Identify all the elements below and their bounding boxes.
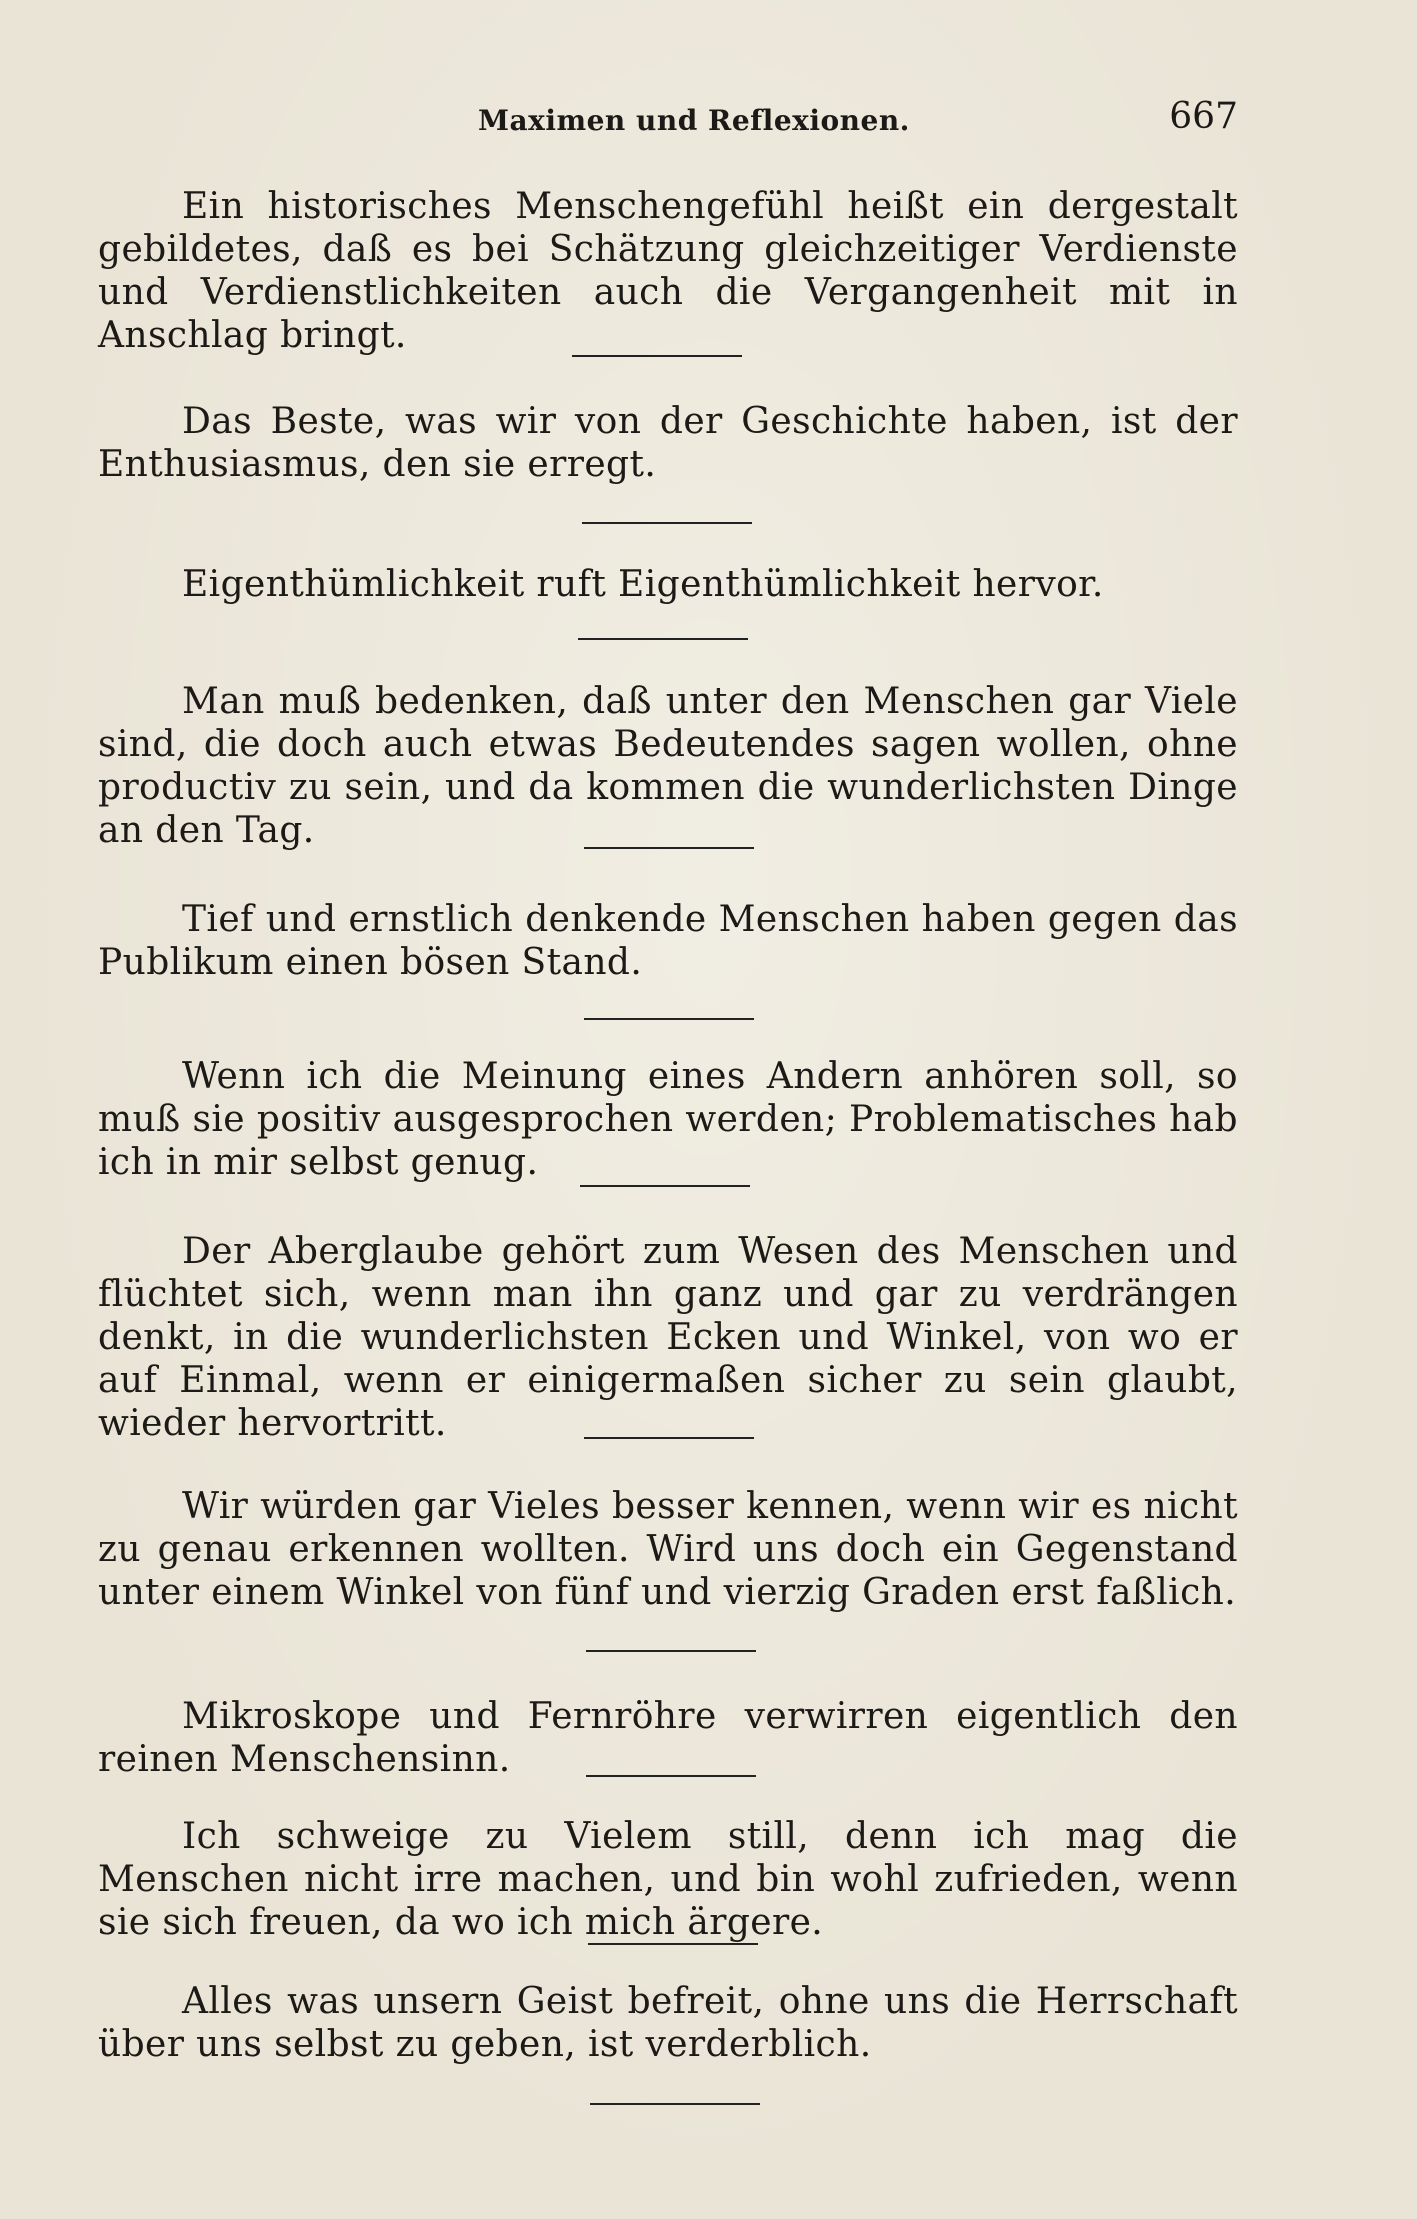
maxim-paragraph: Alles was unsern Geist befreit, ohne uns die Herrschaft über uns selbst zu geben, ist verderblich. [98, 1981, 1238, 2065]
maxim-paragraph: Mikroskope und Fernröhre verwirren eigentlich den reinen Menschensinn. [98, 1696, 1238, 1780]
separator-rule [582, 522, 752, 524]
maxim-paragraph: Ein historisches Menschengefühl heißt ein dergestalt gebildetes, daß es bei Schätzung gleichzeitiger Verdienste und Verdienstlichkeiten auch die Vergangenheit mit in Anschlag bringt. [98, 186, 1238, 356]
separator-rule [584, 1437, 754, 1439]
separator-rule [588, 1943, 758, 1945]
maxim-paragraph: Eigenthümlichkeit ruft Eigenthümlichkeit hervor. [182, 564, 1104, 605]
separator-rule [590, 2103, 760, 2105]
separator-rule [572, 355, 742, 357]
running-title: Maximen und Reflexionen. [478, 104, 910, 137]
separator-rule [584, 1018, 754, 1020]
separator-rule [586, 1775, 756, 1777]
separator-rule [578, 638, 748, 640]
page-number: 667 [1169, 96, 1238, 137]
maxim-paragraph: Ich schweige zu Vielem still, denn ich mag die Menschen nicht irre machen, und bin wohl zufrieden, wenn sie sich freuen, da wo ich mich ärgere. [98, 1816, 1238, 1943]
maxim-paragraph: Wenn ich die Meinung eines Andern anhören soll, so muß sie positiv ausgesprochen werden; Problematisches hab ich in mir selbst genug. [98, 1056, 1238, 1183]
maxim-paragraph: Man muß bedenken, daß unter den Menschen gar Viele sind, die doch auch etwas Bedeutendes sagen wollen, ohne productiv zu sein, und da kommen die wunderlichsten Dinge an den Tag. [98, 681, 1238, 851]
separator-rule [584, 847, 754, 849]
separator-rule [586, 1650, 756, 1652]
maxim-paragraph: Tief und ernstlich denkende Menschen haben gegen das Publikum einen bösen Stand. [98, 899, 1238, 983]
separator-rule [580, 1185, 750, 1187]
maxim-paragraph: Wir würden gar Vieles besser kennen, wenn wir es nicht zu genau erkennen wollten. Wird uns doch ein Gegenstand unter einem Winkel von fünf und vierzig Graden erst faßlich. [98, 1486, 1238, 1613]
maxim-paragraph: Das Beste, was wir von der Geschichte haben, ist der Enthusiasmus, den sie erregt. [98, 401, 1238, 485]
page-header [98, 96, 1238, 146]
maxim-paragraph: Der Aberglaube gehört zum Wesen des Menschen und flüchtet sich, wenn man ihn ganz und gar zu verdrängen denkt, in die wunderlichsten Ecken und Winkel, von wo er auf Einmal, wenn er einigermaßen sicher zu sein glaubt, wieder hervortritt. [98, 1231, 1238, 1444]
